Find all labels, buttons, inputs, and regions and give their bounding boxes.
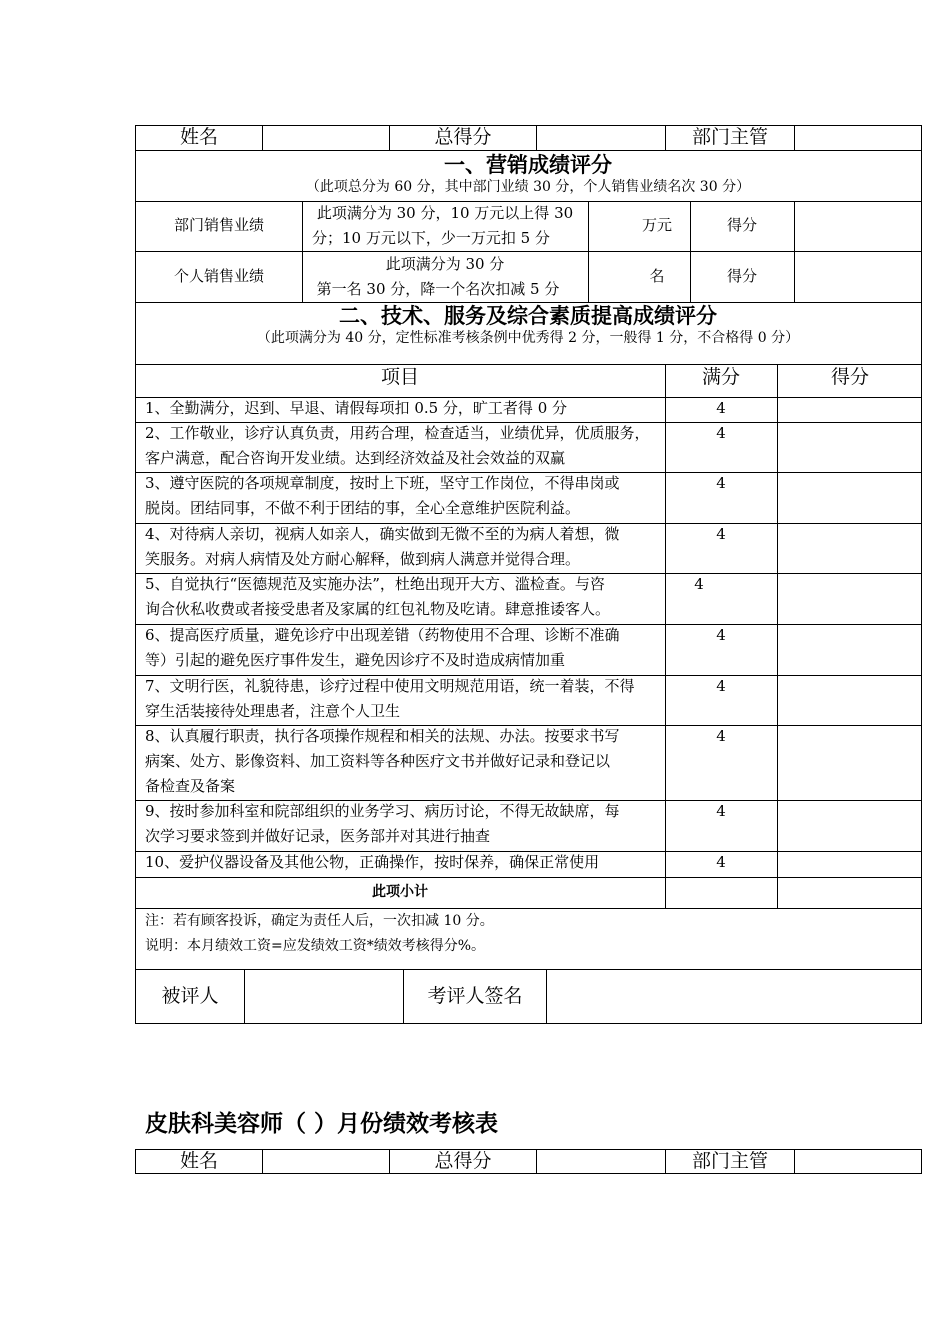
item-score-field[interactable] [778,574,921,623]
evaluatee-label: 被评人 [161,985,219,1007]
item-full-score: 4 [716,424,726,442]
item-text: 4、对待病人亲切，视病人如亲人，确实做到无微不至的为病人着想，微 [145,525,620,543]
item-text: 1、全勤满分，迟到、早退、请假每项扣 0.5 分，旷工者得 0 分 [145,399,568,417]
item-text: 5、自觉执行“医德规范及实施办法”，杜绝出现开大方、滥检查。与咨 [145,575,605,593]
item-text: 3、遵守医院的各项规章制度，按时上下班，坚守工作岗位，不得串岗或 [145,474,620,492]
col-item-header: 项目 [380,366,420,388]
personal-sales-rule: 第一名 30 分，降一个名次扣减 5 分 [316,280,560,298]
item-text: 9、按时参加科室和院部组织的业务学习、病历讨论，不得无故缺席，每 [145,802,620,820]
item-score-field[interactable] [778,625,921,674]
item-score-field[interactable] [778,801,921,850]
section1-title: 一、营销成绩评分 [444,152,612,177]
item-full-score: 4 [716,802,726,820]
name-label: 姓名 [179,126,219,148]
item-text: 等）引起的避免医疗事件发生，避免因诊疗不及时造成病情加重 [145,651,566,669]
dept-sales-unit: 万元 [641,216,673,234]
section2-note: （此项满分为 40 分，定性标准考核条例中优秀得 2 分，一般得 1 分，不合格得 0 分） [256,330,800,346]
manager-field[interactable] [795,126,921,149]
dept-sales-rule: 此项满分为 30 分，10 万元以上得 30 [316,204,574,222]
personal-sales-score-label: 得分 [726,267,758,285]
col-full-header: 满分 [701,366,741,388]
item-text: 备检查及备案 [145,777,236,795]
evaluator-signature-field[interactable] [547,970,921,1023]
form2-manager-label: 部门主管 [691,1150,769,1172]
item-text: 客户满意，配合咨询开发业绩。达到经济效益及社会效益的双赢 [145,449,566,467]
item-full-score: 4 [716,474,726,492]
personal-sales-rule: 此项满分为 30 分 [385,255,505,273]
item-full-score: 4 [716,727,726,745]
form2-title: 皮肤科美容师（ ）月份绩效考核表 [145,1110,499,1137]
total-score-field[interactable] [537,126,664,149]
evaluator-label: 考评人签名 [427,985,523,1007]
item-full-score: 4 [716,525,726,543]
item-text: 次学习要求签到并做好记录，医务部并对其进行抽查 [145,827,491,845]
item-score-field[interactable] [778,524,921,572]
section2-title: 二、技术、服务及综合素质提高成绩评分 [339,303,717,328]
personal-sales-label: 个人销售业绩 [173,267,265,285]
item-text: 笑服务。对病人病情及处方耐心解释，做到病人满意并觉得合理。 [145,550,581,568]
item-text: 8、认真履行职责，执行各项操作规程和相关的法规、办法。按要求书写 [145,727,620,745]
note-complaint: 注：若有顾客投诉，确定为责任人后，一次扣减 10 分。 [145,913,494,929]
note-salary: 说明：本月绩效工资=应发绩效工资*绩效考核得分%。 [145,938,486,954]
form2-name-field[interactable] [263,1150,388,1173]
item-text: 7、文明行医，礼貌待患，诊疗过程中使用文明规范用语，统一着装，不得 [145,677,635,695]
item-text: 病案、处方、影像资料、加工资料等各种医疗文书并做好记录和登记以 [145,752,611,770]
name-field[interactable] [263,126,388,149]
item-text: 6、提高医疗质量，避免诊疗中出现差错（药物使用不合理、诊断不准确 [145,626,620,644]
personal-sales-score-field[interactable] [795,252,921,301]
subtotal-label: 此项小计 [372,884,428,900]
item-score-field[interactable] [778,398,921,421]
dept-sales-score-field[interactable] [795,202,921,250]
dept-sales-label: 部门销售业绩 [173,216,265,234]
item-full-score: 4 [694,575,704,593]
item-score-field[interactable] [778,726,921,799]
item-full-score: 4 [716,853,726,871]
form2-total-score-label: 总得分 [434,1150,492,1172]
col-score-header: 得分 [830,366,870,388]
item-text: 10、爱护仪器设备及其他公物，正确操作，按时保养，确保正常使用 [145,853,600,871]
item-score-field[interactable] [778,676,921,724]
evaluatee-signature-field[interactable] [245,970,402,1023]
item-full-score: 4 [716,626,726,644]
item-full-score: 4 [716,677,726,695]
form2-total-score-field[interactable] [537,1150,664,1173]
item-score-field[interactable] [778,473,921,522]
manager-label: 部门主管 [691,126,769,148]
form2-name-label: 姓名 [179,1150,219,1172]
personal-sales-unit: 名 [649,267,665,285]
section1-note: （此项总分为 60 分，其中部门业绩 30 分，个人销售业绩名次 30 分） [305,179,751,195]
form2-manager-field[interactable] [795,1150,921,1173]
dept-sales-rule: 分；10 万元以下，少一万元扣 5 分 [312,229,550,247]
item-text: 询合伙私收费或者接受患者及家属的红包礼物及吃请。肆意推诿客人。 [145,600,611,618]
item-text: 脱岗。团结同事，不做不利于团结的事，全心全意维护医院利益。 [145,499,581,517]
item-text: 2、工作敬业，诊疗认真负责，用药合理，检查适当，业绩优异，优质服务， [145,424,650,442]
total-score-label: 总得分 [434,126,492,148]
item-score-field[interactable] [778,423,921,471]
dept-sales-score-label: 得分 [726,216,758,234]
item-text: 穿生活装接待处理患者，注意个人卫生 [145,702,401,720]
item-full-score: 4 [716,399,726,417]
subtotal-score-field[interactable] [778,878,921,907]
item-score-field[interactable] [778,852,921,876]
